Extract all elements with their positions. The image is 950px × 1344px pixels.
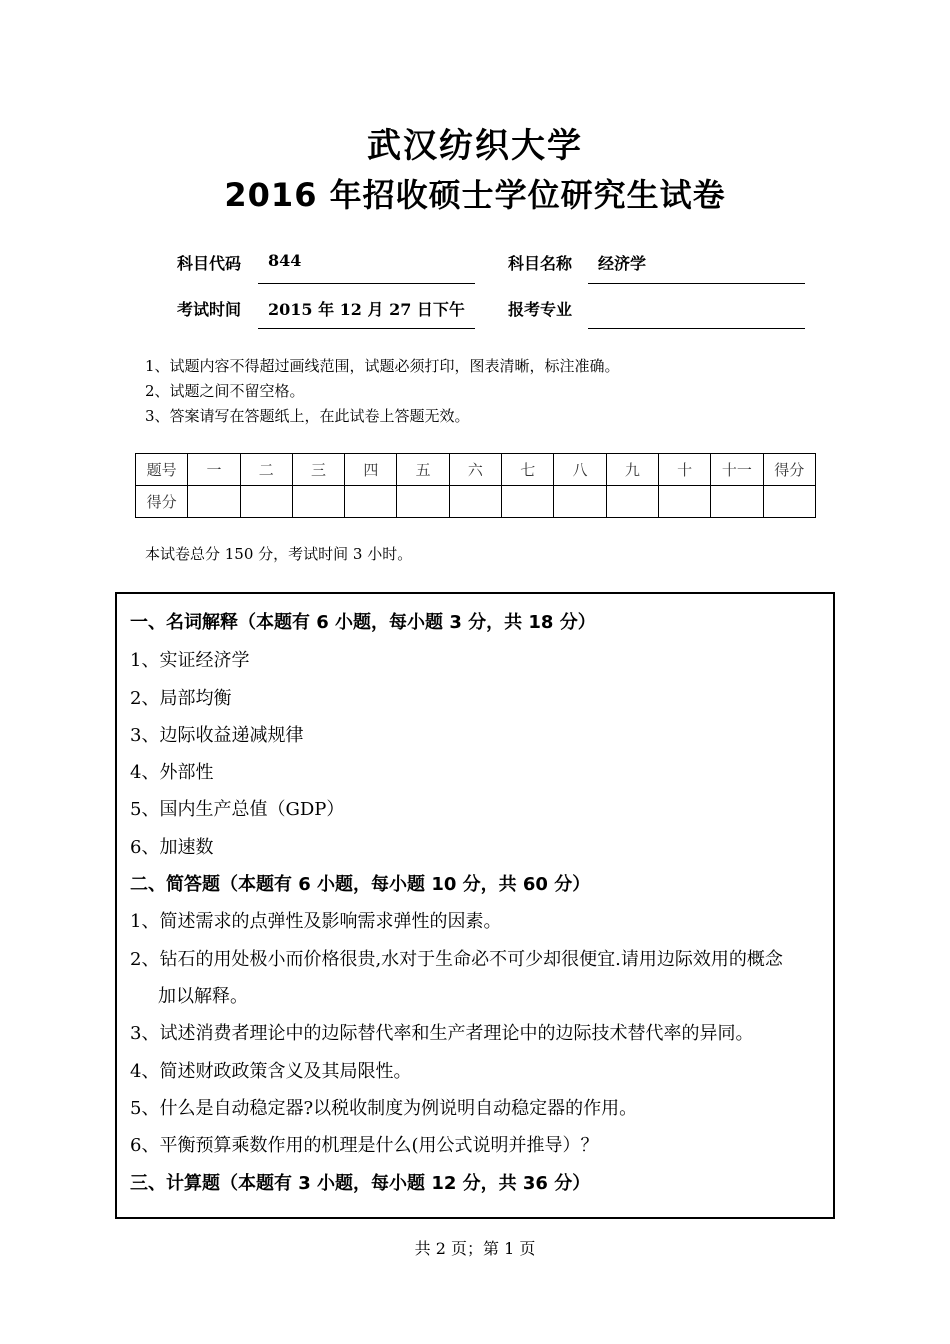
- instruction-item: 3、答案请写在答题纸上，在此试卷上答题无效。: [145, 407, 470, 425]
- score-table-cell: 四: [345, 454, 397, 486]
- score-table-cell: 三: [292, 454, 344, 486]
- score-blank-cell: [711, 486, 763, 518]
- question-item: 1、简述需求的点弹性及影响需求弹性的因素。: [130, 911, 502, 932]
- score-blank-cell: [292, 486, 344, 518]
- question-item: 3、试述消费者理论中的边际替代率和生产者理论中的边际技术替代率的异同。: [130, 1023, 754, 1044]
- question-box: [115, 592, 835, 1219]
- score-blank-cell: [658, 486, 710, 518]
- section-1-title: 一、名词解释（本题有 6 小题，每小题 3 分，共 18 分）: [130, 612, 596, 633]
- question-item: 3、边际收益递减规律: [130, 725, 304, 746]
- question-item: 2、局部均衡: [130, 688, 232, 709]
- score-table-cell: 六: [449, 454, 501, 486]
- question-item: 1、实证经济学: [130, 650, 250, 671]
- page-footer: 共 2 页；第 1 页: [414, 1239, 536, 1258]
- exam-time-label: 考试时间: [177, 300, 242, 319]
- score-blank-cell: [240, 486, 292, 518]
- subject-code-label: 科目代码: [177, 254, 242, 273]
- score-blank-cell: [449, 486, 501, 518]
- score-table: [135, 453, 816, 518]
- score-table-cell: 七: [502, 454, 554, 486]
- question-item: 6、平衡预算乘数作用的机理是什么(用公式说明并推导）？: [130, 1135, 599, 1156]
- question-item: 2、钻石的用处极小而价格很贵,水对于生命必不可少却很便宜.请用边际效用的概念: [130, 949, 783, 970]
- question-item: 5、国内生产总值（GDP）: [130, 799, 345, 820]
- score-blank-cell: [188, 486, 240, 518]
- subject-name-value: 经济学: [598, 254, 647, 273]
- score-blank-cell: [397, 486, 449, 518]
- subject-code-value: 844: [268, 251, 302, 270]
- score-table-cell: 题号: [136, 454, 188, 486]
- score-table-cell: 九: [606, 454, 658, 486]
- subject-name-underline: [588, 283, 805, 284]
- score-table-score-row: [136, 486, 816, 518]
- score-table-cell: 得分: [136, 486, 188, 518]
- score-table-cell: 十: [658, 454, 710, 486]
- score-table-cell: 一: [188, 454, 240, 486]
- question-item: 5、什么是自动稳定器?以税收制度为例说明自动稳定器的作用。: [130, 1098, 638, 1119]
- section-3-title: 三、计算题（本题有 3 小题，每小题 12 分，共 36 分）: [130, 1173, 591, 1194]
- exam-title: 2016 年招收硕士学位研究生试卷: [224, 176, 726, 214]
- question-item: 4、简述财政政策含义及其局限性。: [130, 1061, 412, 1082]
- instruction-item: 2、试题之间不留空格。: [145, 382, 305, 400]
- instruction-item: 1、试题内容不得超过画线范围，试题必须打印，图表清晰，标注准确。: [145, 357, 620, 375]
- score-table-cell: 五: [397, 454, 449, 486]
- score-blank-cell: [606, 486, 658, 518]
- instructions: [145, 354, 620, 429]
- score-table-cell: 二: [240, 454, 292, 486]
- question-item: 6、加速数: [130, 837, 214, 858]
- exam-time-underline: [258, 328, 475, 329]
- score-table-cell: 八: [554, 454, 606, 486]
- exam-time-value: 2015 年 12 月 27 日下午: [268, 300, 465, 319]
- question-item-continuation: 加以解释。: [158, 986, 248, 1007]
- total-score-note: 本试卷总分 150 分，考试时间 3 小时。: [145, 545, 413, 563]
- score-table-cell: 得分: [763, 454, 815, 486]
- score-table-header-row: [136, 454, 816, 486]
- major-label: 报考专业: [508, 300, 573, 319]
- question-item: 4、外部性: [130, 762, 214, 783]
- section-2-title: 二、简答题（本题有 6 小题，每小题 10 分，共 60 分）: [130, 874, 591, 895]
- score-table-cell: 十一: [711, 454, 763, 486]
- university-title: 武汉纺织大学: [367, 126, 583, 166]
- score-blank-cell: [502, 486, 554, 518]
- score-blank-cell: [345, 486, 397, 518]
- major-underline: [588, 328, 805, 329]
- score-blank-cell: [763, 486, 815, 518]
- subject-code-underline: [258, 283, 475, 284]
- score-blank-cell: [554, 486, 606, 518]
- subject-name-label: 科目名称: [508, 254, 573, 273]
